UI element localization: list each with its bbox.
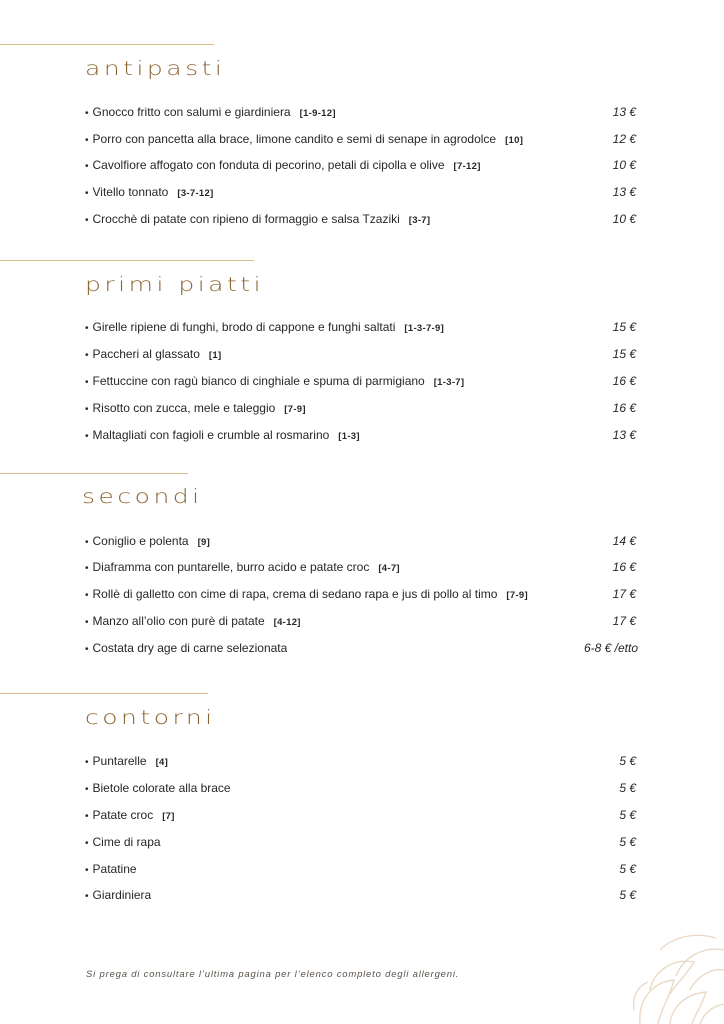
- dish-name: Risotto con zucca, mele e taleggio: [92, 401, 276, 415]
- allergen-footnote: Si prega di consultare l’ultima pagina per l’elenco completo degli allergeni.: [86, 969, 460, 980]
- menu-item-line: [85, 129, 523, 151]
- dish-name: Paccheri al glassato: [92, 347, 200, 361]
- dish-name: Girelle ripiene di funghi, brodo di cappone e funghi saltati: [92, 320, 396, 334]
- allergen-codes: [1-9-12]: [299, 108, 336, 119]
- menu-item-line: [85, 155, 481, 177]
- allergen-codes: [9]: [197, 537, 211, 548]
- menu-item-line: [85, 751, 168, 773]
- bullet-icon: •: [85, 323, 89, 334]
- dish-name: Fettuccine con ragù bianco di cinghiale e spuma di parmigiano: [92, 374, 425, 388]
- menu-item: [85, 102, 636, 122]
- allergen-codes: [3-7-12]: [177, 188, 214, 199]
- menu-item: [85, 778, 636, 798]
- dish-name: Crocchè di patate con ripieno di formaggio e salsa Tzaziki: [92, 212, 400, 226]
- dish-price: 5 €: [619, 781, 636, 795]
- bullet-icon: •: [85, 617, 89, 628]
- menu-item-line: [85, 398, 306, 420]
- allergen-codes: [1]: [208, 350, 222, 361]
- bullet-icon: •: [85, 161, 89, 172]
- dish-name: Gnocco fritto con salumi e giardiniera: [92, 105, 291, 119]
- menu-item-line: [85, 209, 430, 231]
- menu-item: [85, 557, 636, 577]
- menu-item-line: [85, 182, 214, 204]
- section-divider: [0, 473, 188, 474]
- bullet-icon: •: [85, 537, 89, 548]
- dish-price: 5 €: [619, 862, 636, 876]
- menu-item: [85, 611, 636, 631]
- allergen-codes: [1-3]: [338, 431, 360, 442]
- menu-item: [85, 129, 636, 149]
- menu-item-line: [85, 425, 360, 447]
- menu-item-line: [85, 317, 444, 339]
- dish-price: 16 €: [612, 401, 636, 415]
- bullet-icon: •: [85, 135, 89, 146]
- dish-name: Manzo all’olio con purè di patate: [92, 614, 265, 628]
- dish-price: 16 €: [612, 374, 636, 388]
- menu-item-line: [85, 638, 287, 660]
- dish-name: Diaframma con puntarelle, burro acido e patate croc: [92, 560, 370, 574]
- menu-item: [85, 209, 636, 229]
- dish-name: Cime di rapa: [92, 835, 161, 849]
- bullet-icon: •: [85, 404, 89, 415]
- dish-price: 5 €: [619, 754, 636, 768]
- dish-price: 12 €: [612, 132, 636, 146]
- dish-price: 5 €: [619, 808, 636, 822]
- bullet-icon: •: [85, 108, 89, 119]
- bullet-icon: •: [85, 644, 89, 655]
- menu-item: [85, 344, 636, 364]
- menu-item-line: [85, 371, 464, 393]
- allergen-codes: [4-7]: [378, 563, 400, 574]
- allergen-codes: [7-12]: [453, 161, 481, 172]
- menu-item: [85, 859, 636, 879]
- menu-item-line: [85, 859, 137, 881]
- dish-name: Bietole colorate alla brace: [92, 781, 231, 795]
- section-title: primi piatti: [85, 273, 265, 296]
- section-title: antipasti: [85, 57, 226, 80]
- dish-price: 16 €: [612, 560, 636, 574]
- bullet-icon: •: [85, 757, 89, 768]
- dish-name: Porro con pancetta alla brace, limone candito e semi di senape in agrodolce: [92, 132, 497, 146]
- menu-item-line: [85, 102, 336, 124]
- dish-name: Patate croc: [92, 808, 154, 822]
- bullet-icon: •: [85, 891, 89, 902]
- menu-item: [85, 584, 636, 604]
- menu-item: [85, 832, 636, 852]
- dish-price: 13 €: [612, 185, 636, 199]
- menu-item: [85, 317, 636, 337]
- dish-price: 10 €: [612, 158, 636, 172]
- dish-price: 5 €: [619, 835, 636, 849]
- dish-price: 17 €: [612, 614, 636, 628]
- bullet-icon: •: [85, 784, 89, 795]
- dish-name: Rollè di galletto con cime di rapa, crema di sedano rapa e jus di pollo al timo: [92, 587, 498, 601]
- bullet-icon: •: [85, 590, 89, 601]
- allergen-codes: [3-7]: [408, 215, 431, 226]
- dish-price: 10 €: [612, 212, 636, 226]
- menu-item: [85, 805, 636, 825]
- allergen-codes: [10]: [505, 135, 524, 146]
- allergen-codes: [4-12]: [273, 617, 301, 628]
- dish-name: Patatine: [92, 862, 137, 876]
- menu-item-line: [85, 344, 221, 366]
- dish-name: Puntarelle: [92, 754, 147, 768]
- menu-item-line: [85, 611, 301, 633]
- menu-item: [85, 531, 636, 551]
- dish-price: 13 €: [612, 428, 636, 442]
- menu-item: [85, 751, 636, 771]
- allergen-codes: [7-9]: [284, 404, 306, 415]
- allergen-codes: [4]: [155, 757, 169, 768]
- section-divider: [0, 44, 214, 45]
- menu-item: [85, 371, 636, 391]
- allergen-codes: [1-3-7]: [433, 377, 465, 388]
- section-title: secondi: [82, 485, 203, 508]
- bullet-icon: •: [85, 431, 89, 442]
- section-title: contorni: [85, 706, 216, 729]
- bullet-icon: •: [85, 188, 89, 199]
- menu-item: [85, 425, 636, 445]
- section-divider: [0, 693, 208, 694]
- dish-name: Coniglio e polenta: [92, 534, 189, 548]
- dish-name: Giardiniera: [92, 888, 152, 902]
- bullet-icon: •: [85, 215, 89, 226]
- menu-item: [85, 398, 636, 418]
- dish-name: Costata dry age di carne selezionata: [92, 641, 288, 655]
- dish-name: Maltagliati con fagioli e crumble al rosmarino: [92, 428, 330, 442]
- dish-price: 5 €: [619, 888, 636, 902]
- bullet-icon: •: [85, 377, 89, 388]
- dish-price: 14 €: [612, 534, 636, 548]
- dish-price: 13 €: [612, 105, 636, 119]
- artichoke-leaves-icon: [630, 930, 724, 1024]
- dish-price: 6-8 € /etto: [583, 641, 638, 655]
- section-divider: [0, 260, 254, 261]
- bullet-icon: •: [85, 563, 89, 574]
- dish-name: Cavolfiore affogato con fonduta di pecorino, petali di cipolla e olive: [92, 158, 445, 172]
- menu-item: [85, 155, 636, 175]
- menu-item: [85, 182, 636, 202]
- menu-item-line: [85, 778, 231, 800]
- allergen-codes: [1-3-7-9]: [404, 323, 445, 334]
- menu-item-line: [85, 885, 151, 907]
- bullet-icon: •: [85, 865, 89, 876]
- bullet-icon: •: [85, 838, 89, 849]
- bullet-icon: •: [85, 811, 89, 822]
- menu-item: [85, 638, 636, 658]
- dish-name: Vitello tonnato: [92, 185, 169, 199]
- dish-price: 15 €: [612, 320, 636, 334]
- allergen-codes: [7]: [162, 811, 175, 822]
- allergen-codes: [7-9]: [506, 590, 528, 601]
- dish-price: 15 €: [612, 347, 636, 361]
- menu-item-line: [85, 832, 161, 854]
- dish-price: 17 €: [612, 587, 636, 601]
- menu-item-line: [85, 531, 210, 553]
- menu-item: [85, 885, 636, 905]
- menu-item-line: [85, 584, 528, 606]
- bullet-icon: •: [85, 350, 89, 361]
- menu-item-line: [85, 557, 400, 579]
- menu-item-line: [85, 805, 175, 827]
